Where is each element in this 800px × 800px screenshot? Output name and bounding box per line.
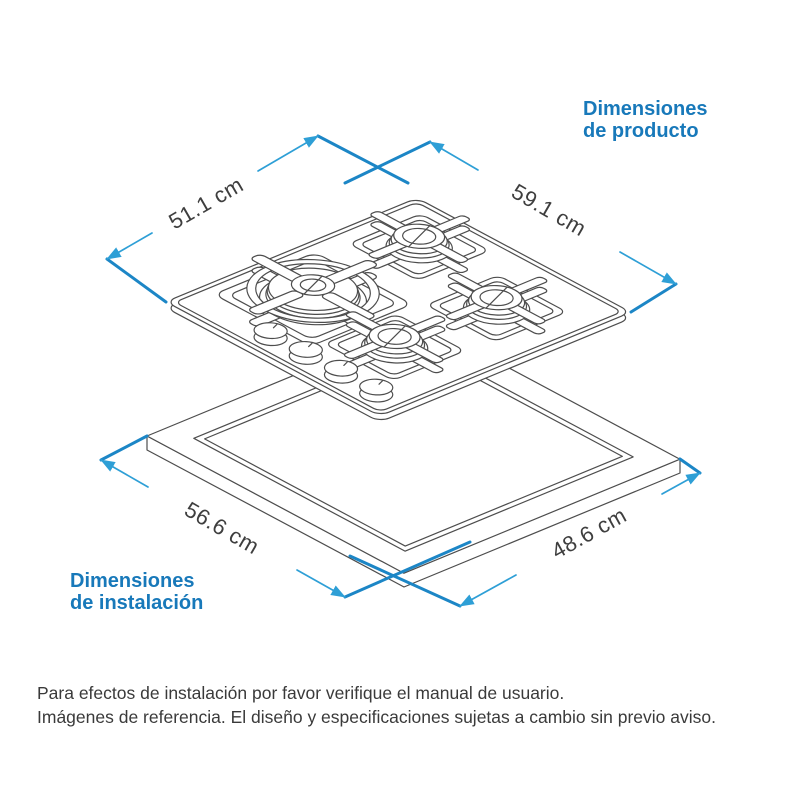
installation-dimensions-heading-line1: Dimensiones bbox=[70, 570, 195, 592]
dimension-label-product-depth: 51.1 cm bbox=[164, 171, 248, 235]
dimension-line bbox=[101, 460, 148, 487]
product-dimensions-heading-line1: Dimensiones bbox=[583, 98, 708, 120]
installation-dimensions-heading-line2: de instalación bbox=[70, 592, 204, 614]
footnote bbox=[37, 682, 716, 729]
footnote-line1: Para efectos de instalación por favor verifique el manual de usuario. bbox=[37, 683, 565, 703]
dimension-label-installation-width: 48.6 cm bbox=[547, 502, 631, 564]
extension-line bbox=[680, 459, 700, 473]
extension-line bbox=[631, 284, 676, 312]
dimension-line bbox=[297, 570, 345, 597]
dimension-line bbox=[620, 252, 676, 284]
dimension-line bbox=[258, 136, 318, 171]
installation-dimensions-heading bbox=[70, 570, 203, 614]
dimension-line bbox=[460, 575, 516, 606]
dimension-label-installation-depth: 56.6 cm bbox=[180, 496, 264, 560]
product-dimensions-heading bbox=[583, 98, 707, 142]
extension-line bbox=[345, 142, 430, 183]
dimension-label-product-width: 59.1 cm bbox=[507, 178, 591, 242]
footnote-line2: Imágenes de referencia. El diseño y especificaciones sujetas a cambio sin previo aviso. bbox=[37, 706, 716, 727]
extension-line bbox=[107, 259, 166, 302]
dimension-line bbox=[430, 142, 478, 170]
product-dimensions-heading-line2: de producto bbox=[583, 120, 699, 142]
extension-line bbox=[101, 436, 147, 460]
dimension-line bbox=[107, 233, 152, 259]
